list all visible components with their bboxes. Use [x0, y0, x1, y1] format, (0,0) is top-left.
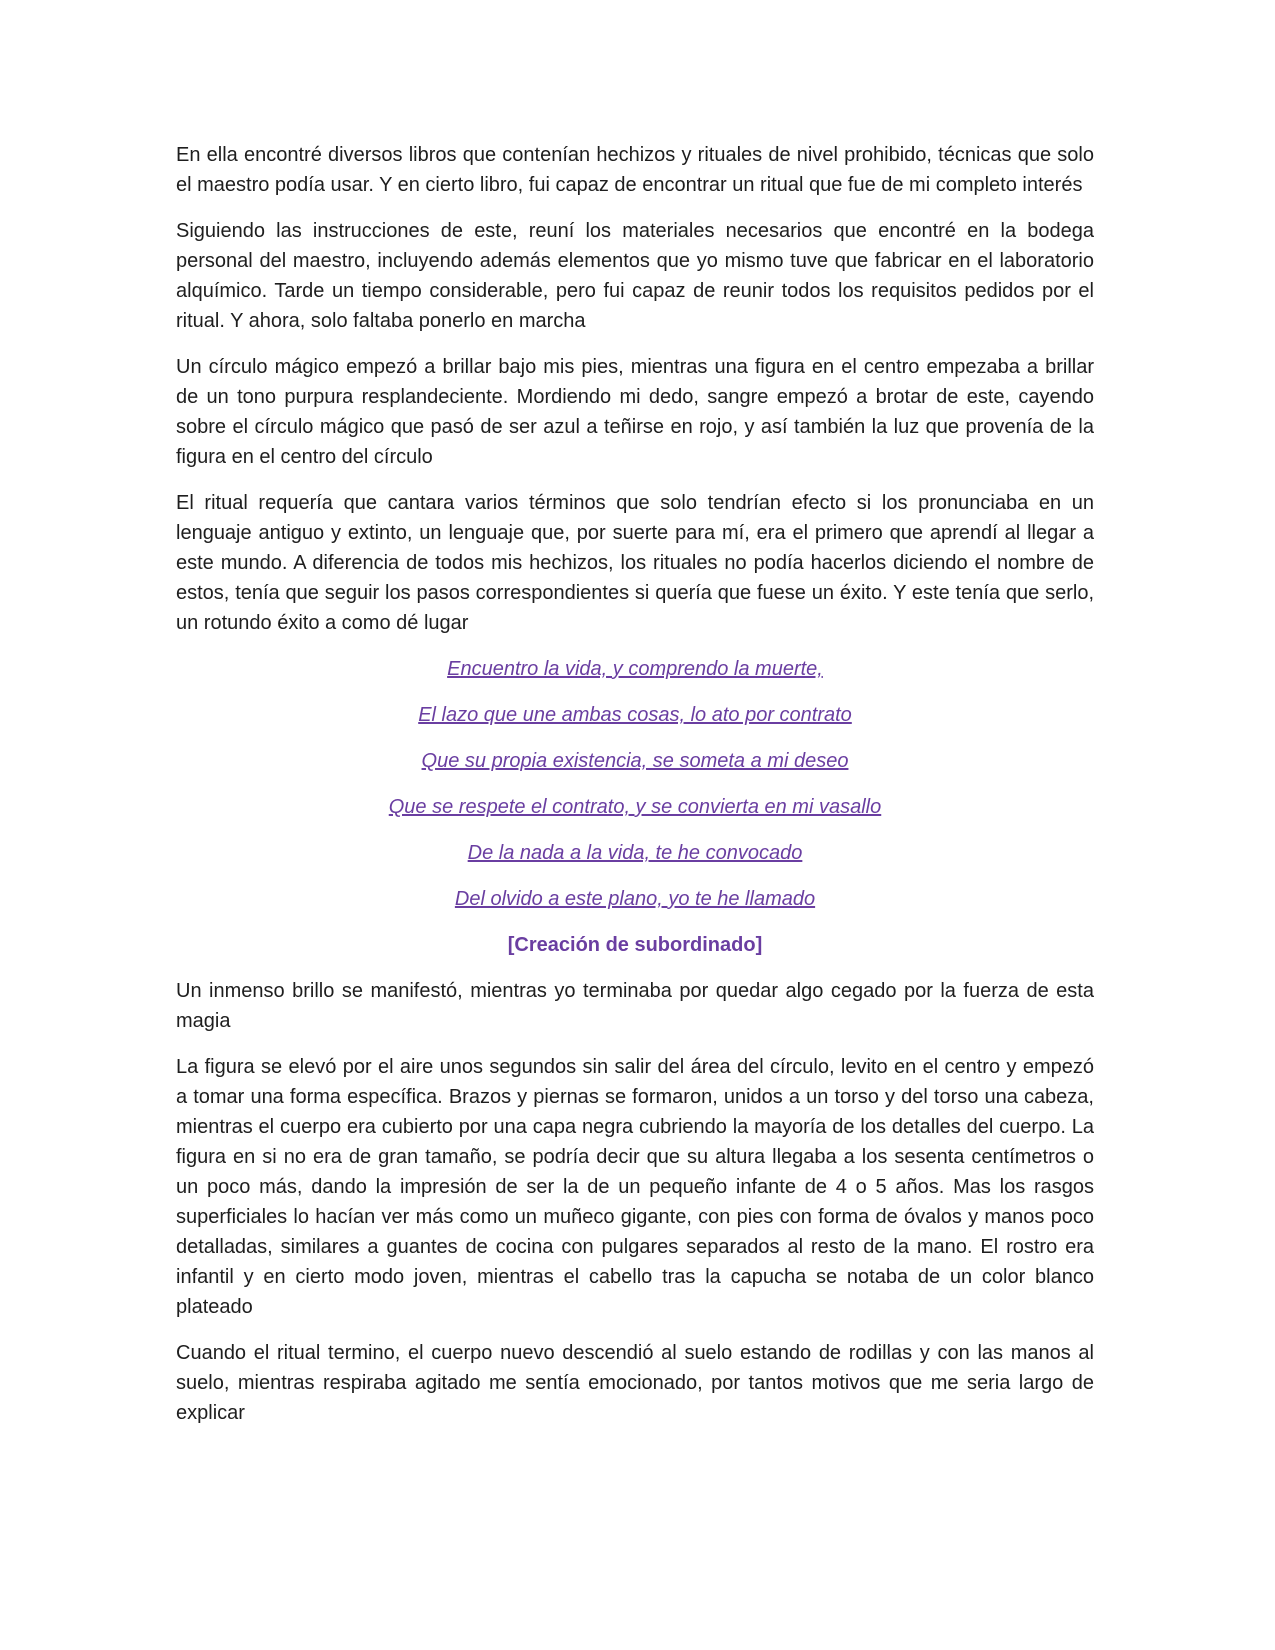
paragraph: En ella encontré diversos libros que contenían hechizos y rituales de nivel prohibido, técnicas que solo el maestro podía usar. Y en cierto libro, fui capaz de encontrar un ritual que fue de mi completo interés: [176, 144, 1094, 196]
paragraph: El ritual requería que cantara varios términos que solo tendrían efecto si los pronunciaba en un lenguaje antiguo y extinto, un lenguaje que, por suerte para mí, era el primero que aprendí al llegar a este mundo. A diferencia de todos mis hechizos, los rituales no podía hacerlos diciendo el nombre de estos, tenía que seguir los pasos correspondientes si quería que fuese un éxito. Y este tenía que serlo, un rotundo éxito a como dé lugar: [176, 492, 1094, 634]
chant-line: Que su propia existencia, se someta a mi deseo: [421, 750, 849, 772]
paragraph: Un círculo mágico empezó a brillar bajo mis pies, mientras una figura en el centro empezaba a brillar de un tono purpura resplandeciente. Mordiendo mi dedo, sangre empezó a brotar de este, cayendo sobre el círculo mágico que pasó de ser azul a teñirse en rojo, y así también la luz que provenía de la figura en el centro del círculo: [176, 356, 1094, 468]
skill-name: [Creación de subordinado]: [507, 934, 763, 956]
chant-line: Del olvido a este plano, yo te he llamado: [454, 888, 816, 910]
chant-line: Que se respete el contrato, y se convierta en mi vasallo: [388, 796, 882, 818]
paragraph: Un inmenso brillo se manifestó, mientras yo terminaba por quedar algo cegado por la fuerza de esta magia: [176, 980, 1094, 1032]
paragraph: La figura se elevó por el aire unos segundos sin salir del área del círculo, levito en el centro y empezó a tomar una forma específica. Brazos y piernas se formaron, unidos a un torso y del torso una cabeza, mientras el cuerpo era cubierto por una capa negra cubriendo la mayoría de los detalles del cuerpo. La figura en si no era de gran tamaño, se podría decir que su altura llegaba a los sesenta centímetros o un poco más, dando la impresión de ser la de un pequeño infante de 4 o 5 años. Mas los rasgos superficiales lo hacían ver más como un muñeco gigante, con pies con forma de óvalos y manos poco detalladas, similares a guantes de cocina con pulgares separados al resto de la mano. El rostro era infantil y en cierto modo joven, mientras el cabello tras la capucha se notaba de un color blanco plateado: [176, 1056, 1094, 1318]
document-page: [176, 140, 1094, 1444]
paragraph: Siguiendo las instrucciones de este, reuní los materiales necesarios que encontré en la bodega personal del maestro, incluyendo además elementos que yo mismo tuve que fabricar en el laboratorio alquímico. Tarde un tiempo considerable, pero fui capaz de reunir todos los requisitos pedidos por el ritual. Y ahora, solo faltaba ponerlo en marcha: [176, 220, 1094, 332]
chant-line: El lazo que une ambas cosas, lo ato por contrato: [418, 704, 852, 726]
chant-block: [176, 654, 1094, 914]
paragraph: Cuando el ritual termino, el cuerpo nuevo descendió al suelo estando de rodillas y con las manos al suelo, mientras respiraba agitado me sentía emocionado, por tantos motivos que me seria largo de explicar: [176, 1342, 1094, 1424]
chant-line: Encuentro la vida, y comprendo la muerte,: [447, 658, 823, 680]
chant-line: De la nada a la vida, te he convocado: [467, 842, 803, 864]
